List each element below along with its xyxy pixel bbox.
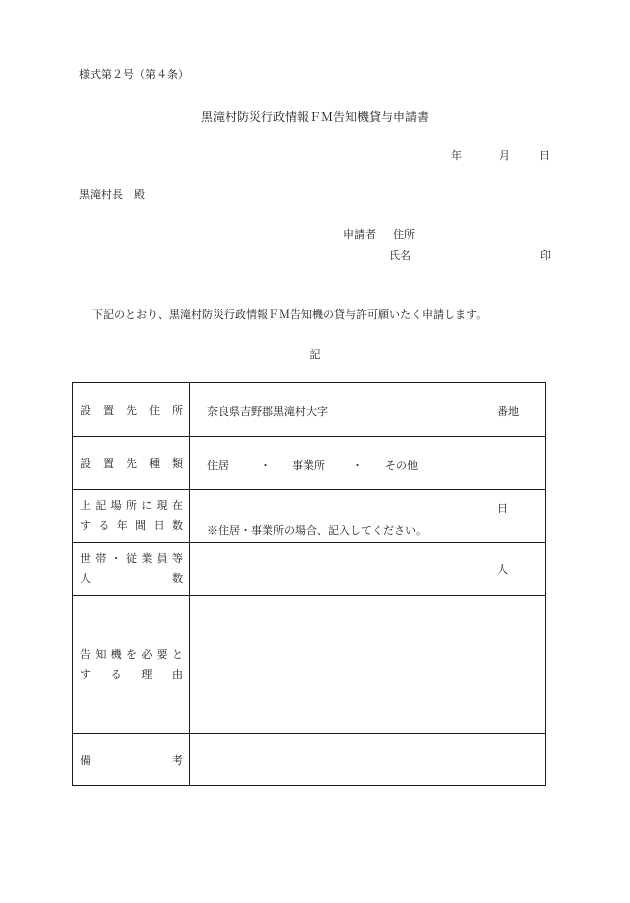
label-location: [73, 383, 190, 437]
label-char: 上: [80, 499, 91, 512]
label-char: す: [80, 667, 91, 681]
label-char: 年: [116, 519, 128, 532]
label-char: 在: [171, 499, 183, 512]
label-line-2: [80, 516, 183, 536]
type-option-residence[interactable]: 住居: [207, 459, 229, 472]
label-char: を: [125, 647, 137, 661]
duration-note: ※住居・事業所の場合、記入してください。: [207, 524, 427, 537]
label-char: 現: [156, 499, 168, 512]
value-location[interactable]: [190, 383, 546, 437]
address-label: 住所: [393, 228, 415, 241]
form-number: 様式第２号（第４条）: [79, 68, 189, 81]
name-label: 氏名: [389, 249, 411, 262]
label-char: と: [171, 647, 183, 661]
row-remarks: [73, 734, 546, 786]
label-char: る: [98, 519, 110, 532]
row-location: [73, 383, 546, 437]
row-duration: [73, 490, 546, 543]
label-char: 従: [125, 552, 137, 565]
label-char: す: [80, 519, 91, 532]
row-type: [73, 437, 546, 490]
label-char: 知: [95, 647, 107, 661]
label-char: 考: [172, 753, 183, 767]
row-people: [73, 543, 546, 596]
label-char: 所: [172, 403, 183, 417]
type-separator: ・: [260, 459, 271, 472]
label-char: 理: [141, 667, 153, 681]
label-char: 所: [125, 499, 137, 512]
label-char: 備: [80, 753, 91, 767]
label-char: 住: [149, 403, 160, 417]
label-char: 種: [149, 457, 160, 470]
label-char: 機: [110, 647, 122, 661]
label-line-1: [80, 549, 183, 569]
label-char: 設: [80, 457, 91, 470]
value-remarks[interactable]: [190, 734, 546, 786]
label-char: 業: [141, 552, 153, 565]
label-type: [73, 437, 190, 490]
value-people[interactable]: [190, 543, 546, 596]
application-table: [72, 382, 546, 786]
location-address: 奈良県吉野郡黒滝村大字: [207, 405, 328, 418]
label-char: 類: [172, 457, 183, 470]
label-line-1: [80, 496, 183, 516]
label-char: 等: [171, 552, 183, 565]
label-char: 世: [80, 552, 91, 565]
label-char: 記: [95, 499, 107, 512]
applicant-label: 申請者: [343, 228, 376, 241]
label-char: 置: [103, 457, 114, 470]
label-char: 場: [110, 499, 122, 512]
type-separator: ・: [352, 459, 363, 472]
label-people: [73, 543, 190, 596]
date-day: 日: [539, 149, 550, 162]
label-line-1: [80, 645, 183, 665]
label-chars: [80, 455, 183, 471]
type-option-other[interactable]: その他: [385, 459, 418, 472]
request-sentence: 下記のとおり、黒滝村防災行政情報ＦＭ告知機の貸与許可願いたく申請します。: [92, 308, 488, 321]
label-char: 数: [171, 519, 183, 532]
label-chars: [80, 402, 183, 418]
seal-mark: 印: [540, 249, 551, 262]
label-char: 先: [126, 457, 137, 470]
label-char: 間: [135, 519, 147, 532]
label-duration: [73, 490, 190, 543]
label-reason: [73, 596, 190, 734]
label-char: 員: [156, 552, 168, 565]
label-char: 置: [103, 403, 114, 417]
applicant-address-line: [343, 226, 415, 242]
document-title: 黒滝村防災行政情報ＦＭ告知機貸与申請書: [200, 110, 429, 124]
date-year: 年: [451, 149, 462, 162]
value-type[interactable]: [190, 437, 546, 490]
label-char: 人: [80, 572, 91, 585]
value-reason[interactable]: [190, 596, 546, 734]
label-line-2: [80, 569, 183, 589]
label-char: 要: [156, 647, 168, 661]
label-char: 必: [141, 647, 153, 661]
label-char: 由: [171, 667, 183, 681]
label-char: 設: [80, 403, 91, 417]
date-month: 月: [499, 149, 510, 162]
duration-unit: 日: [497, 502, 508, 515]
label-char: る: [110, 667, 122, 681]
location-banchi: 番地: [497, 405, 519, 418]
people-unit: 人: [497, 563, 508, 576]
label-chars: [80, 752, 183, 768]
date-line: [451, 147, 550, 163]
label-char: 告: [80, 647, 91, 661]
label-line-2: [80, 665, 183, 685]
value-duration[interactable]: [190, 490, 546, 543]
label-char: 帯: [95, 552, 107, 565]
label-char: 数: [172, 572, 183, 585]
type-option-business[interactable]: 事業所: [292, 459, 325, 472]
label-char: ・: [110, 552, 122, 565]
ki-label: 記: [309, 348, 321, 361]
row-reason: [73, 596, 546, 734]
addressee: 黒滝村長 殿: [79, 188, 145, 201]
label-char: 日: [153, 519, 165, 532]
label-char: 先: [126, 403, 137, 417]
label-char: に: [141, 499, 153, 512]
label-remarks: [73, 734, 190, 786]
